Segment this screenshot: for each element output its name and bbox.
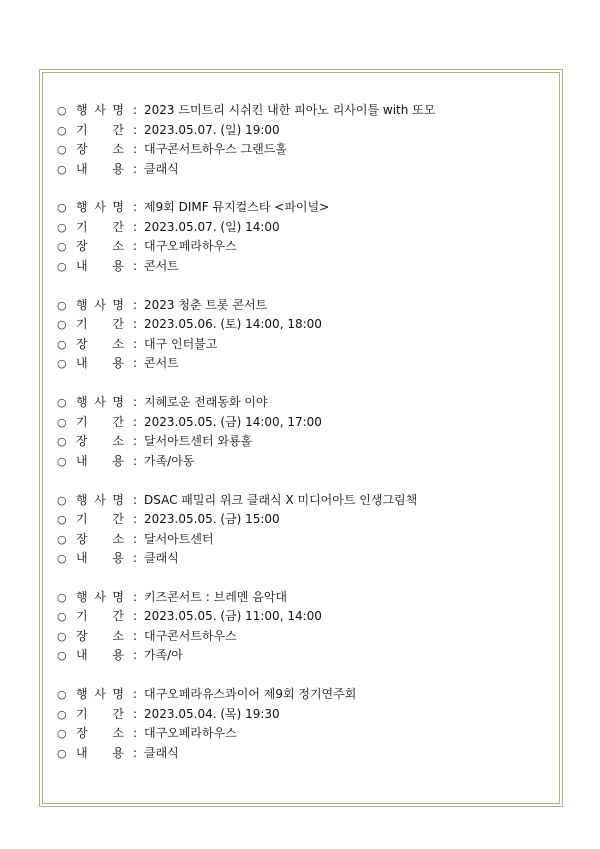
bullet-icon: ○ (57, 435, 67, 449)
event-place-row (57, 530, 547, 550)
label-char: 간 (112, 317, 124, 332)
label-char: 간 (112, 706, 124, 721)
label-char: 소 (112, 336, 124, 351)
label-char: 간 (112, 122, 124, 137)
label-char: 장 (76, 531, 88, 546)
bullet-icon: ○ (57, 746, 67, 760)
colon: : (132, 589, 138, 604)
event-period-row (57, 607, 547, 627)
colon: : (132, 706, 138, 721)
label-char: 장 (76, 336, 88, 351)
bullet-icon: ○ (57, 259, 67, 273)
event-name-row (57, 588, 547, 608)
label-char: 내 (76, 551, 88, 566)
label-event-name (76, 588, 124, 608)
label-char: 간 (112, 609, 124, 624)
event-period-row (57, 413, 547, 433)
bullet-icon: ○ (57, 454, 67, 468)
label-char: 장 (76, 726, 88, 741)
bullet-icon: ○ (57, 357, 67, 371)
event-block (57, 685, 547, 782)
label-event-name (76, 685, 124, 705)
event-name-row (57, 491, 547, 511)
event-period-row (57, 510, 547, 530)
colon: : (132, 142, 138, 156)
event-content: 클래식 (144, 161, 179, 176)
event-content: 콘서트 (144, 356, 179, 371)
label-char: 사 (94, 103, 106, 117)
label-content (76, 646, 124, 666)
bullet-icon: ○ (57, 415, 67, 429)
bullet-icon: ○ (57, 201, 67, 215)
bullet-icon: ○ (57, 298, 67, 312)
bullet-icon: ○ (57, 143, 67, 156)
colon: : (132, 103, 138, 117)
label-char: 기 (76, 414, 88, 429)
label-char: 명 (112, 492, 124, 507)
event-place-row (57, 724, 547, 744)
event-name: 지혜로운 전래동화 이야 (144, 395, 268, 410)
event-content: 클래식 (144, 551, 179, 566)
label-char: 용 (112, 453, 124, 468)
bullet-icon: ○ (57, 104, 67, 117)
label-place (76, 432, 124, 452)
event-name: 2023 청춘 트롯 콘서트 (144, 297, 268, 312)
colon: : (132, 239, 138, 254)
label-char: 사 (94, 589, 106, 604)
label-char: 내 (76, 648, 88, 663)
event-name: DSAC 패밀리 위크 클래식 X 미디어아트 인생그림책 (144, 492, 418, 507)
label-char: 장 (76, 434, 88, 449)
colon: : (132, 356, 138, 371)
label-char: 행 (76, 297, 88, 312)
label-place (76, 627, 124, 647)
label-char: 내 (76, 453, 88, 468)
event-place: 대구콘서트하우스 그랜드홀 (144, 142, 287, 156)
event-place: 대구 인터불고 (144, 336, 218, 351)
label-char: 간 (112, 219, 124, 234)
event-content-row (57, 257, 547, 277)
label-char: 용 (112, 356, 124, 371)
label-char: 내 (76, 161, 88, 176)
event-place: 대구콘서트하우스 (144, 628, 237, 643)
colon: : (132, 492, 138, 507)
label-char: 소 (112, 628, 124, 643)
label-period (76, 121, 124, 141)
label-char: 소 (112, 142, 124, 156)
label-char: 내 (76, 356, 88, 371)
colon: : (132, 745, 138, 760)
label-char: 행 (76, 395, 88, 410)
label-char: 사 (94, 687, 106, 702)
label-char: 기 (76, 219, 88, 234)
colon: : (132, 297, 138, 312)
event-content: 콘서트 (144, 258, 179, 273)
label-char: 행 (76, 103, 88, 117)
event-place-row (57, 237, 547, 257)
label-char: 행 (76, 200, 88, 215)
label-char: 사 (94, 395, 106, 410)
event-block (57, 198, 547, 295)
event-place-row (57, 627, 547, 647)
bullet-icon: ○ (57, 220, 67, 234)
label-char: 용 (112, 258, 124, 273)
label-char: 용 (112, 745, 124, 760)
label-content (76, 452, 124, 472)
label-char: 사 (94, 297, 106, 312)
label-char: 사 (94, 492, 106, 507)
event-name: 대구오페라유스콰이어 제9회 정기연주회 (144, 687, 357, 702)
label-period (76, 218, 124, 238)
bullet-icon: ○ (57, 590, 67, 604)
event-place: 달서아트센터 와룡홀 (144, 434, 253, 449)
colon: : (132, 551, 138, 566)
event-name: 제9회 DIMF 뮤지컬스타 <파이널> (144, 200, 330, 215)
bullet-icon: ○ (57, 552, 67, 566)
event-block (57, 491, 547, 588)
label-event-name (76, 101, 124, 121)
label-period (76, 413, 124, 433)
label-content (76, 744, 124, 764)
label-char: 행 (76, 589, 88, 604)
label-char: 기 (76, 512, 88, 527)
colon: : (132, 317, 138, 332)
event-name-row (57, 393, 547, 413)
event-place: 대구오페라하우스 (144, 726, 237, 741)
label-char: 명 (112, 687, 124, 702)
event-period: 2023.05.05. (금) 11:00, 14:00 (144, 609, 322, 624)
label-place (76, 530, 124, 550)
event-content-row (57, 354, 547, 374)
event-period: 2023.05.05. (금) 15:00 (144, 512, 280, 527)
label-period (76, 607, 124, 627)
colon: : (132, 258, 138, 273)
label-char: 명 (112, 589, 124, 604)
bullet-icon: ○ (57, 532, 67, 546)
event-block (57, 101, 547, 198)
event-period: 2023.05.07. (일) 14:00 (144, 219, 280, 234)
label-char: 내 (76, 745, 88, 760)
label-char: 기 (76, 317, 88, 332)
colon: : (132, 434, 138, 449)
label-char: 행 (76, 687, 88, 702)
event-period-row (57, 218, 547, 238)
label-char: 장 (76, 239, 88, 254)
event-content-row (57, 744, 547, 764)
label-char: 사 (94, 200, 106, 215)
event-name: 2023 드미트리 시쉬킨 내한 피아노 리사이틀 with 또모 (144, 103, 436, 117)
event-block (57, 588, 547, 685)
label-event-name (76, 198, 124, 218)
label-char: 명 (112, 395, 124, 410)
event-place-row (57, 432, 547, 452)
bullet-icon: ○ (57, 240, 67, 254)
bullet-icon: ○ (57, 688, 67, 702)
label-char: 소 (112, 239, 124, 254)
colon: : (132, 161, 138, 176)
bullet-icon: ○ (57, 649, 67, 663)
colon: : (132, 395, 138, 410)
event-place: 대구오페라하우스 (144, 239, 237, 254)
label-char: 명 (112, 103, 124, 117)
event-name-row (57, 685, 547, 705)
bullet-icon: ○ (57, 123, 67, 137)
event-place-row (57, 335, 547, 355)
event-place-row (57, 140, 547, 160)
event-content: 가족/아 (144, 648, 183, 663)
label-char: 기 (76, 122, 88, 137)
event-block (57, 393, 547, 490)
label-char: 명 (112, 297, 124, 312)
colon: : (132, 219, 138, 234)
label-char: 명 (112, 200, 124, 215)
bullet-icon: ○ (57, 396, 67, 410)
bullet-icon: ○ (57, 727, 67, 741)
event-content: 클래식 (144, 745, 179, 760)
event-period-row (57, 121, 547, 141)
event-content-row (57, 646, 547, 666)
event-content-row (57, 549, 547, 569)
event-list (57, 101, 547, 783)
label-char: 기 (76, 609, 88, 624)
event-period: 2023.05.06. (토) 14:00, 18:00 (144, 317, 322, 332)
colon: : (132, 122, 138, 137)
label-content (76, 549, 124, 569)
colon: : (132, 628, 138, 643)
colon: : (132, 531, 138, 546)
event-content-row (57, 160, 547, 180)
label-char: 행 (76, 492, 88, 507)
colon: : (132, 648, 138, 663)
event-name-row (57, 296, 547, 316)
label-char: 용 (112, 161, 124, 176)
event-content: 가족/아동 (144, 453, 195, 468)
label-char: 간 (112, 512, 124, 527)
label-char: 간 (112, 414, 124, 429)
label-content (76, 257, 124, 277)
colon: : (132, 200, 138, 215)
label-event-name (76, 296, 124, 316)
bullet-icon: ○ (57, 493, 67, 507)
colon: : (132, 609, 138, 624)
event-name-row (57, 101, 547, 121)
label-char: 장 (76, 628, 88, 643)
label-char: 소 (112, 434, 124, 449)
event-period-row (57, 705, 547, 725)
colon: : (132, 453, 138, 468)
colon: : (132, 726, 138, 741)
event-period: 2023.05.04. (목) 19:30 (144, 706, 280, 721)
bullet-icon: ○ (57, 162, 67, 176)
bullet-icon: ○ (57, 610, 67, 624)
label-content (76, 354, 124, 374)
event-period: 2023.05.07. (일) 19:00 (144, 122, 280, 137)
label-place (76, 140, 124, 160)
event-content-row (57, 452, 547, 472)
label-period (76, 315, 124, 335)
label-char: 소 (112, 726, 124, 741)
colon: : (132, 414, 138, 429)
label-place (76, 237, 124, 257)
event-name-row (57, 198, 547, 218)
bullet-icon: ○ (57, 318, 67, 332)
label-period (76, 705, 124, 725)
event-period-row (57, 315, 547, 335)
label-char: 용 (112, 551, 124, 566)
label-char: 내 (76, 258, 88, 273)
label-content (76, 160, 124, 180)
colon: : (132, 687, 138, 702)
label-char: 장 (76, 142, 88, 156)
event-name: 키즈콘서트 : 브레멘 음악대 (144, 589, 287, 604)
colon: : (132, 336, 138, 351)
event-period: 2023.05.05. (금) 14:00, 17:00 (144, 414, 322, 429)
event-block (57, 296, 547, 393)
label-event-name (76, 491, 124, 511)
bullet-icon: ○ (57, 707, 67, 721)
colon: : (132, 512, 138, 527)
event-place: 달서아트센터 (144, 531, 214, 546)
label-period (76, 510, 124, 530)
bullet-icon: ○ (57, 629, 67, 643)
label-place (76, 335, 124, 355)
bullet-icon: ○ (57, 337, 67, 351)
label-place (76, 724, 124, 744)
label-char: 기 (76, 706, 88, 721)
bullet-icon: ○ (57, 513, 67, 527)
label-char: 용 (112, 648, 124, 663)
label-char: 소 (112, 531, 124, 546)
label-event-name (76, 393, 124, 413)
